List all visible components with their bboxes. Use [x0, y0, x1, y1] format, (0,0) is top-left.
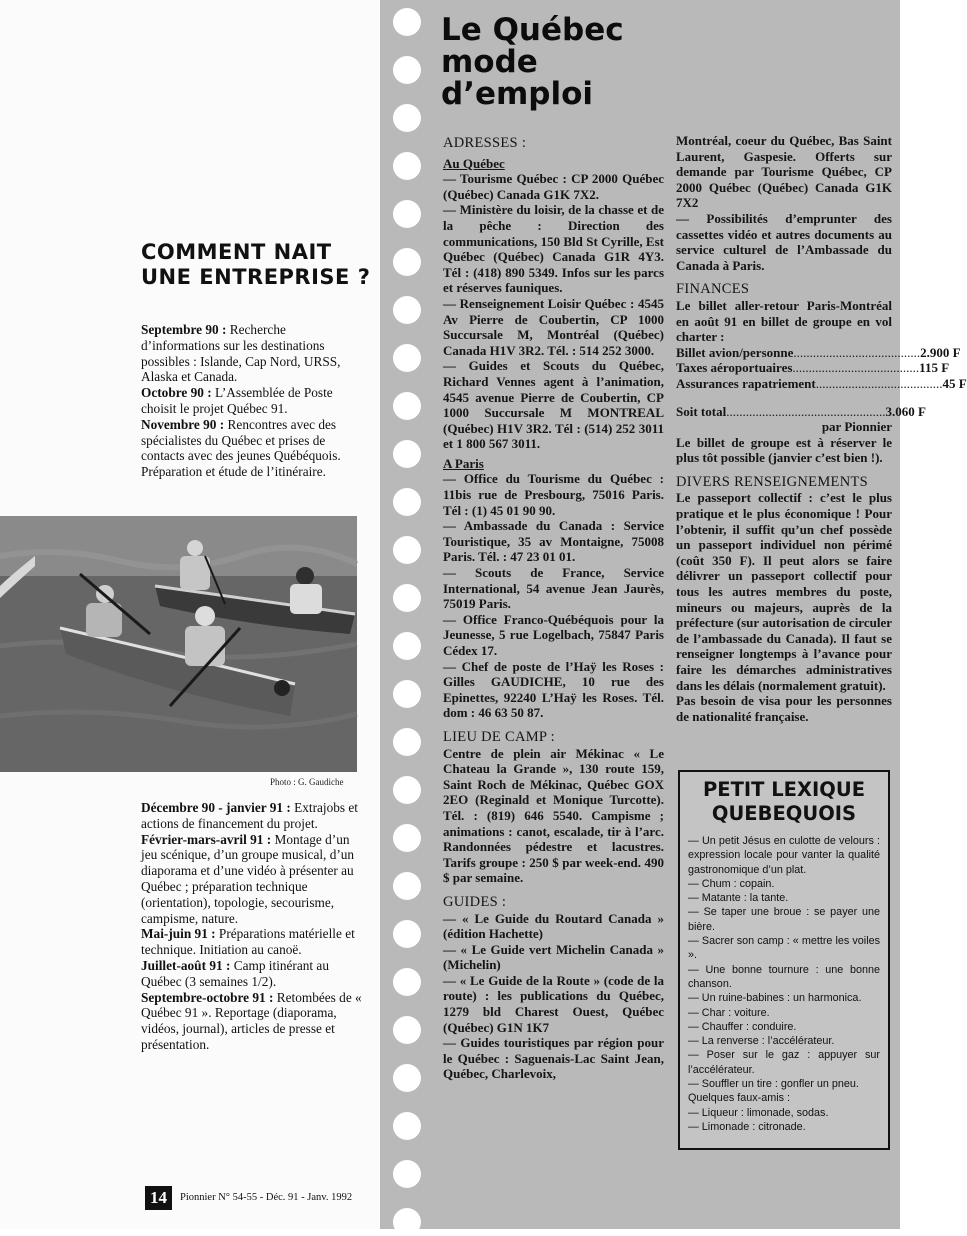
- binder-hole: [393, 776, 421, 804]
- price-total-row: Soit total ................................................. 3.060 F: [676, 403, 926, 419]
- subheading-a-paris: A Paris: [443, 455, 484, 471]
- lexicon-title: PETIT LEXIQUE QUEBEQUOIS: [702, 778, 866, 825]
- binder-hole: [393, 104, 421, 132]
- timeline-date: Février-mars-avril 91 :: [141, 831, 272, 847]
- page-title-line: d’emploi: [441, 76, 594, 112]
- price-total-label: Soit total: [676, 403, 727, 419]
- guide-item: — « Le Guide de la Route » (code de la route) : les publications du Québec, 1279 bld Charest Ouest, Québec (Québec) G1N 1K7: [443, 972, 664, 1035]
- info-column-2: [676, 133, 967, 724]
- subheading-au-quebec: Au Québec: [443, 155, 505, 171]
- binder-hole: [393, 824, 421, 852]
- price-value: 45 F: [942, 375, 967, 391]
- lexicon-entry: — Poser sur le gaz : appuyer sur l’accélérateur.: [688, 1049, 880, 1076]
- timeline-top: [141, 322, 366, 480]
- price-row: Taxes aéroportuaires ....................................... 115 F: [676, 360, 950, 376]
- guide-item: — « Le Guide du Routard Canada » (édition Hachette): [443, 910, 664, 942]
- address-item: — Renseignement Loisir Québec : 4545 Av Pierre de Coubertin, CP 1000 Succursale M, Montréal (Québec) Canada H1V 3R2. Tél. : 514 252 3000.: [443, 295, 664, 358]
- binder-hole: [393, 680, 421, 708]
- timeline-date: Novembre 90 :: [141, 416, 225, 432]
- binder-hole: [393, 296, 421, 324]
- timeline-date: Mai-juin 91 :: [141, 926, 216, 942]
- binder-hole: [393, 1160, 421, 1188]
- lexicon-box: [678, 770, 890, 1150]
- address-item: — Office Franco-Québéquois pour la Jeunesse, 5 rue Logelbach, 75847 Paris Cédex 17.: [443, 611, 664, 658]
- finances-intro: Le billet aller-retour Paris-Montréal en août 91 en billet de groupe en vol charter :: [676, 297, 892, 345]
- timeline-text: Retombées de « Québec 91 ». Reportage (diaporama, vidéos, journal), articles de presse et présentation.: [141, 989, 362, 1052]
- binder-holes: [393, 0, 427, 1229]
- camp-description: Centre de plein air Mékinac « Le Chateau la Grande », 130 route 159, Saint Roch de Mékinac, Québec GOX 2EO (Reginald et Monique Turcotte). Tél. : (819) 646 5540. Campisme ; animations : canot, escalade, tir à l’arc. Randonnées pédestre et lacustres. Tarifs groupe : 250 $ par week-end. 490 $ par semaine.: [443, 745, 664, 886]
- binder-hole: [393, 488, 421, 516]
- issue-footer: Pionnier N° 54-55 - Déc. 91 - Janv. 1992: [180, 1192, 353, 1203]
- price-label: Assurances rapatriement: [676, 375, 816, 391]
- lexicon-entry: — Se taper une broue : se payer une bière.: [688, 906, 880, 933]
- binder-hole: [393, 1208, 421, 1236]
- visa-info: Pas besoin de visa pour les personnes de nationalité française.: [676, 693, 892, 724]
- lexicon-entry: — Sacrer son camp : « mettre les voiles ».: [688, 935, 880, 962]
- page-title: [441, 14, 624, 110]
- timeline-text: Recherche d’informations sur les destinations possibles : Islande, Cap Nord, URSS, Alaska et Canada.: [141, 322, 341, 385]
- lexicon-entry: — Limonade : citronade.: [688, 1120, 806, 1133]
- lexicon-entry: — La renverse : l’accélérateur.: [688, 1035, 835, 1048]
- timeline-text: Montage d’un jeu scénique, d’un groupe musical, d’un diaporama et d’une vidéo à présenter au Québec ; préparation technique (orientation), topologie, secourisme, campisme, nature.: [141, 831, 355, 926]
- lexicon-entry: — Un ruine-babines : un harmonica.: [688, 992, 862, 1005]
- binder-hole: [393, 536, 421, 564]
- price-row: Assurances rapatriement ....................................... 45 F: [676, 375, 967, 391]
- lexicon-list: [688, 834, 880, 1134]
- guide-item: — Guides touristiques par région pour le Québec : Saguenais-Lac Saint Jean, Québec, Charlevoix,: [443, 1035, 664, 1082]
- binder-hole: [393, 1064, 421, 1092]
- timeline-entry: [141, 990, 366, 1053]
- canoe-photo: [0, 516, 357, 772]
- page-title-line: mode: [441, 44, 538, 80]
- lexicon-entry: Quelques faux-amis :: [688, 1092, 791, 1105]
- address-item: — Guides et Scouts du Québec, Richard Vennes agent à l’animation, 4545 avenue Pierre de Coubertin, CP 1000 Succursale M MONTREAL (Québec) H1V 3R2. Tél : (514) 252 3011 et 1 800 567 3011.: [443, 358, 664, 452]
- binder-hole: [393, 392, 421, 420]
- binder-hole: [393, 8, 421, 36]
- binder-hole: [393, 872, 421, 900]
- timeline-entry: [141, 322, 366, 385]
- price-total-value: 3.060 F: [885, 403, 926, 419]
- section-heading-finances: FINANCES: [676, 281, 750, 298]
- cassettes-note: — Possibilités d’emprunter des cassettes vidéo et autres documents au service culturel de l’Ambassade du Canada à Paris.: [676, 210, 892, 273]
- binder-hole: [393, 1016, 421, 1044]
- binder-hole: [393, 344, 421, 372]
- passport-info: Le passeport collectif : c’est le plus pratique et le plus économique ! Pour l’obtenir, il suffit qu’un chef possède un passeport individuel non périmé (coût 350 F). Il peut alors se faire délivrer un passeport collectif pour tous les autres membres du poste, mineurs ou majeurs, auprès de la préfecture (sur autorisation de circuler de l’ambassade du Canada). Il faut se renseigner longtemps à l’avance pour faire les démarches administratives dans les délais (normalement gratuit).: [676, 490, 892, 693]
- lexicon-entry: — Chum : copain.: [688, 877, 775, 890]
- timeline-entry: [141, 417, 366, 480]
- binder-hole: [393, 968, 421, 996]
- address-item: — Tourisme Québec : CP 2000 Québec (Québec) Canada G1K 7X2.: [443, 171, 664, 202]
- timeline-text: L’Assemblée de Poste choisit le projet Québec 91.: [141, 385, 333, 416]
- binder-hole: [393, 440, 421, 468]
- lexicon-entry: — Souffler un tire : gonfler un pneu.: [688, 1078, 859, 1091]
- section-heading-guides: GUIDES :: [443, 893, 507, 910]
- binder-hole: [393, 1112, 421, 1140]
- section-heading-adresses: ADRESSES :: [443, 135, 527, 151]
- address-item: — Ambassade du Canada : Service Touristique, 35 av Montaigne, 75008 Paris. Tél. : 47 23 01 01.: [443, 518, 664, 565]
- lexicon-entry: — Chauffer : conduire.: [688, 1020, 797, 1033]
- timeline-text: Rencontres avec des spécialistes du Québec et prises de contacts avec des jeunes Québéquois. Préparation et étude de l’itinéraire.: [141, 416, 341, 480]
- guide-item: — « Le Guide vert Michelin Canada » (Michelin): [443, 941, 664, 973]
- lexicon-entry: — Char : voiture.: [688, 1006, 770, 1019]
- timeline-entry: [141, 832, 366, 927]
- binder-hole: [393, 728, 421, 756]
- timeline-entry: [141, 385, 366, 417]
- guides-continued: Montréal, coeur du Québec, Bas Saint Laurent, Gaspesie. Offerts sur demande par Tourisme Québec, CP 2000 Québec (Québec) Canada G1K 7X2: [676, 133, 892, 211]
- section-heading-lieu-de-camp: LIEU DE CAMP :: [443, 728, 556, 745]
- timeline-entry: [141, 958, 366, 990]
- page-title-line: Le Québec: [441, 12, 624, 48]
- binder-hole: [393, 200, 421, 228]
- lexicon-entry: — Un petit Jésus en culotte de velours : expression locale pour vanter la qualité gastronomique d’un plat.: [688, 835, 880, 876]
- photo-credit: Photo : G. Gaudiche: [270, 777, 344, 787]
- per-pioneer-note: par Pionnier: [821, 419, 892, 435]
- canoe-photo-illustration: [0, 516, 357, 772]
- binder-hole: [393, 584, 421, 612]
- address-item: — Office du Tourisme du Québec : 11bis rue de Presbourg, 75016 Paris. Tél : (1) 45 01 90 90.: [443, 471, 664, 518]
- timeline-text: Préparations matérielle et technique. Initiation au canoë.: [141, 926, 355, 958]
- address-item: — Chef de poste de l’Haÿ les Roses : Gilles GAUDICHE, 10 rue des Epinettes, 92240 L’Haÿ les Roses. Tél. dom : 46 63 50 87.: [443, 658, 664, 721]
- binder-hole: [393, 920, 421, 948]
- info-column-1: [443, 136, 664, 1082]
- timeline-entry: [141, 800, 366, 832]
- timeline-entry: [141, 926, 366, 958]
- booking-note: Le billet de groupe est à réserver le plus tôt possible (janvier c’est bien !).: [676, 434, 892, 466]
- timeline-text: Extrajobs et actions de financement du projet.: [141, 800, 359, 831]
- binder-hole: [393, 632, 421, 660]
- lexicon-entry: — Liqueur : limonade, sodas.: [688, 1106, 829, 1119]
- address-item: — Scouts de France, Service International, 54 avenue Jean Jaurès, 75019 Paris.: [443, 565, 664, 612]
- binder-hole: [393, 248, 421, 276]
- price-row: Billet avion/personne ....................................... 2.900 F: [676, 344, 961, 360]
- timeline-date: Décembre 90 - janvier 91 :: [141, 800, 291, 815]
- sidebar-title: COMMENT NAIT UNE ENTREPRISE ?: [141, 240, 371, 289]
- timeline-date: Septembre 90 :: [141, 322, 227, 337]
- price-label: Taxes aéroportuaires: [676, 360, 793, 376]
- lexicon-entry: — Une bonne tournure : une bonne chanson.: [688, 963, 880, 990]
- timeline-bottom: [141, 800, 366, 1053]
- timeline-date: Juillet-août 91 :: [141, 957, 231, 973]
- price-label: Billet avion/personne: [676, 344, 794, 360]
- binder-hole: [393, 56, 421, 84]
- lexicon-entry: — Matante : la tante.: [688, 892, 789, 905]
- price-value: 2.900 F: [920, 344, 961, 360]
- address-item: — Ministère du loisir, de la chasse et de la pêche : Direction des communications, 150 Bld St Cyrille, Est Québec (Québec) Canada G1R 4Y3. Tél : (418) 890 5349. Infos sur les parcs et réserves fauniques.: [443, 202, 664, 296]
- timeline-date: Octobre 90 :: [141, 385, 212, 401]
- timeline-date: Septembre-octobre 91 :: [141, 989, 274, 1005]
- page-number: 14: [145, 1186, 172, 1210]
- price-value: 115 F: [919, 360, 950, 376]
- timeline-text: Camp itinérant au Québec (3 semaines 1/2).: [141, 957, 329, 989]
- section-heading-divers: DIVERS RENSEIGNEMENTS: [676, 473, 868, 490]
- binder-hole: [393, 152, 421, 180]
